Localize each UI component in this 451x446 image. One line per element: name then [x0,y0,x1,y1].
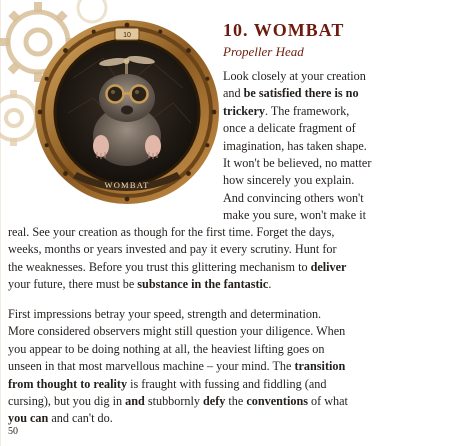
text-line [8,341,348,358]
page-number: 50 [8,426,18,437]
text-line [8,276,346,293]
text-line [8,376,348,393]
text-run: weeks, months or years invested and pay it every scrutiny. Hunt for [8,242,337,257]
card-title-number: 10. [223,20,249,40]
text-line [223,120,371,137]
text-run: the weaknesses. Before you trust this glittering mechanism to [8,259,311,274]
text-run: . [268,277,272,292]
emphasis-text: from thought to reality [8,376,128,391]
text-run: More considered observers might still question your diligence. When [8,324,346,339]
text-run: real. See your creation as though for the first time. Forget the days, [8,225,335,239]
text-run: and can't do. [48,411,113,426]
text-run: unseen in that most marvellous machine – your mind. The [8,359,295,374]
emphasis-text: transition [294,359,346,374]
text-line [223,172,371,189]
card-name: WOMBAT [104,180,150,190]
emphasis-text: deliver [310,259,347,274]
text-run: is fraught with fussing and fiddling (and [127,376,327,391]
text-line [8,393,348,410]
text-run: make you sure, won't make it [223,208,366,223]
body-paragraph-1-wide [8,224,346,294]
emphasis-text: you can [8,411,49,426]
card-title-name: WOMBAT [253,20,345,40]
emphasis-text: trickery [223,103,265,118]
text-line [8,259,346,276]
text-run: First impressions betray your speed, strength and determination. [8,307,322,321]
text-run: of what [307,393,348,408]
text-line [8,358,348,375]
emphasis-text: be satisfied there is no [243,86,359,101]
text-line [8,241,346,258]
text-line [8,323,348,340]
emphasis-text: and [125,393,145,408]
text-line [8,224,346,241]
text-line [223,190,371,207]
text-line [8,410,348,427]
text-line [223,85,371,102]
text-line [223,138,371,155]
text-line [223,68,371,85]
emphasis-text: defy [203,393,226,408]
text-run: . The framework, [264,103,350,118]
text-run: how sincerely you explain. [223,173,355,188]
text-line [223,207,371,224]
text-run: imagination, has taken shape. [223,138,367,153]
text-line [223,155,371,172]
emphasis-text: substance in the fantastic [137,277,269,292]
body-paragraph-2 [8,306,348,428]
text-line [8,306,348,323]
card-title [223,20,344,41]
text-run: the [225,393,247,408]
text-run: you appear to be doing nothing at all, the heaviest lifting goes on [8,341,325,356]
card-number: 10 [123,32,131,39]
body-paragraph-1-narrow [223,68,371,225]
text-run: and [223,86,244,101]
text-line [223,103,371,120]
text-run: It won't be believed, no matter [223,155,372,170]
text-run: Look closely at your creation [223,69,366,83]
card-subtitle: Propeller Head [223,44,304,59]
text-run: once a delicate fragment of [223,121,356,136]
emphasis-text: conventions [246,393,308,408]
text-run: your future, there must be [8,277,138,292]
wombat-card-illustration [33,18,221,206]
text-run: And convincing others won't [223,190,364,205]
text-run: cursing), but you dig in [8,393,126,408]
text-run: stubbornly [144,393,204,408]
